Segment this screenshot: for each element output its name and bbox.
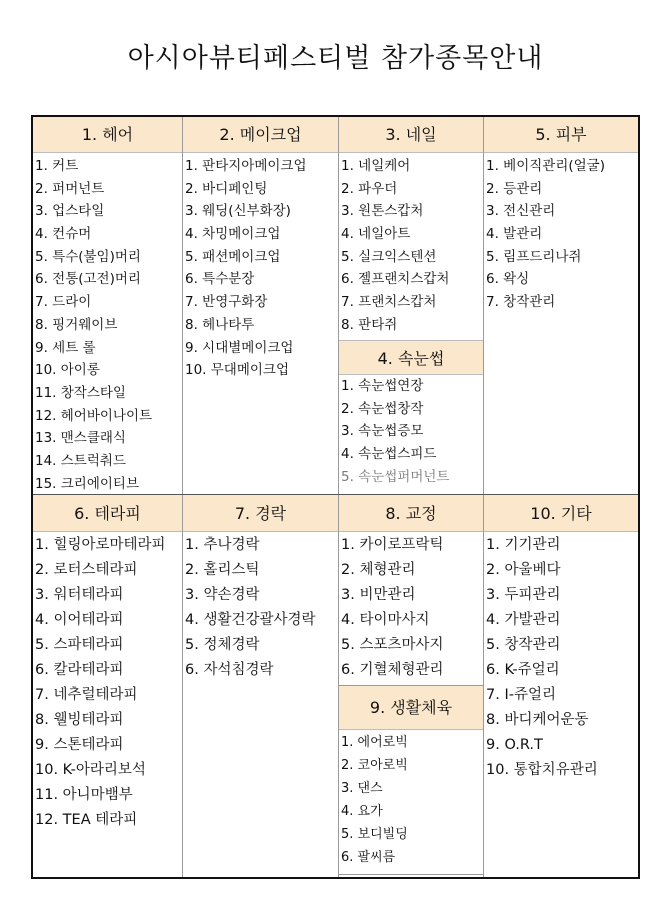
list-item: 1. 베이직관리(얼굴) [486,158,605,174]
list-nail [339,155,483,337]
list-item: 7. 네추럴테라피 [35,687,138,703]
list-item: 6. 특수분장 [185,271,255,288]
list-meridian [183,533,338,683]
list-item: 7. 반영구화장 [185,294,268,311]
category-header-meridian: 7. 경락 [183,495,338,532]
list-item: 6. 기혈체형관리 [341,662,444,678]
list-item: 4. 요가 [341,804,383,819]
category-header-makeup: 2. 메이크업 [183,117,338,153]
list-item: 15. 크리에이티브 [35,475,140,492]
list-item: 4. 가발관리 [486,612,561,628]
list-item: 2. 체형관리 [341,562,416,578]
category-header-skin: 5. 피부 [484,117,638,153]
list-item: 5. 창작관리 [486,637,561,653]
list-item: 8. 웰빙테라피 [35,712,124,728]
list-item: 3. 원톤스캅처 [341,203,424,220]
list-item: 9. 스톤테라피 [35,737,124,753]
list-item: 6. 칼라테라피 [35,662,124,678]
list-item: 2. 퍼머넌트 [35,180,105,197]
list-item: 7. 프랜치스캅처 [341,294,437,311]
list-item: 6. 팔씨름 [341,850,396,865]
category-header-etc: 10. 기타 [484,495,638,532]
category-header-eyelash: 4. 속눈썹 [339,340,483,375]
list-item: 2. 홀리스틱 [185,562,260,578]
list-therapy [33,533,182,833]
list-item: 3. 약손경락 [185,587,260,603]
list-item: 3. 업스타일 [35,203,105,220]
list-item: 6. 자석침경락 [185,662,274,678]
list-item: 4. 차밍메이크업 [185,226,281,243]
list-correction [339,533,483,683]
list-item: 5. 정체경락 [185,637,260,653]
list-item: 5. 패션메이크업 [185,248,281,265]
list-item: 4. 생활건강괄사경락 [185,612,316,628]
list-item: 2. 아울베다 [486,562,561,578]
list-item: 9. O.R.T [486,737,543,753]
list-item: 2. 바디페인팅 [185,180,268,197]
list-item: 9. 시대별메이크업 [185,339,294,356]
list-item: 1. 커트 [35,158,79,174]
list-item: 5. 속눈썹퍼머넌트 [341,468,450,485]
list-item: 10. 통합치유관리 [486,762,598,778]
list-item: 8. 핑거웨이브 [35,316,118,333]
page-title: 아시아뷰티페스티벌 참가종목안내 [127,43,544,74]
list-item: 2. 속눈썹창작 [341,400,424,417]
list-etc [484,533,638,783]
list-item: 3. 댄스 [341,781,383,796]
list-item: 3. 속눈썹증모 [341,423,424,440]
list-item: 5. 특수(불임)머리 [35,248,141,265]
list-item: 11. 창작스타일 [35,384,126,401]
program-table [31,115,640,879]
list-makeup [183,155,338,382]
list-item: 1. 네일케어 [341,158,411,174]
list-item: 14. 스트럭춰드 [35,452,126,469]
list-item: 5. 림프드리나쥐 [486,248,582,265]
list-item: 7. 드라이 [35,294,92,311]
list-item: 1. 판타지아메이크업 [185,158,307,174]
list-item: 5. 실크익스텐션 [341,248,437,265]
list-item: 4. 컨슈머 [35,226,92,243]
list-item: 1. 카이로프락틱 [341,537,444,553]
list-item: 4. 타이마사지 [341,612,430,628]
list-eyelash [339,375,483,488]
list-item: 4. 속눈썹스피드 [341,446,437,463]
list-item: 3. 워터테라피 [35,587,124,603]
list-fitness [339,731,483,869]
list-item: 4. 이어테라피 [35,612,124,628]
list-item: 8. 바디케어운동 [486,712,589,728]
list-item: 5. 스포츠마사지 [341,637,444,653]
category-header-fitness: 9. 생활체육 [339,686,483,730]
list-item: 1. 기기관리 [486,537,561,553]
list-item: 2. 파우더 [341,180,398,197]
list-item: 7. I-쥬얼리 [486,687,556,703]
list-item: 6. 젤프랜치스캅처 [341,271,450,288]
list-item: 8. 판타쥐 [341,316,398,333]
list-hair [33,155,182,495]
list-item: 3. 웨딩(신부화장) [185,203,291,220]
list-item: 12. 헤어바이나이트 [35,407,153,424]
list-item: 2. 로터스테라피 [35,562,138,578]
list-item: 1. 속눈썹연장 [341,378,424,394]
list-item: 4. 네일아트 [341,226,411,243]
list-item: 6. 전통(고전)머리 [35,271,141,288]
category-header-hair: 1. 헤어 [33,117,182,153]
list-item: 6. 왁싱 [486,271,530,288]
list-item: 7. 창작관리 [486,294,556,311]
list-item: 3. 두피관리 [486,587,561,603]
list-item: 2. 등관리 [486,180,543,197]
category-header-nail: 3. 네일 [339,117,483,153]
list-item: 3. 전신관리 [486,203,556,220]
list-item: 3. 비만관리 [341,587,416,603]
list-item: 13. 맨스클래식 [35,430,126,447]
cell-divider [338,874,483,875]
list-item: 5. 스파테라피 [35,637,124,653]
list-skin [484,155,638,314]
list-item: 9. 세트 롤 [35,339,96,356]
list-item: 10. K-아라리보석 [35,762,146,778]
list-item: 8. 헤나타투 [185,316,255,333]
list-item: 6. K-쥬얼리 [486,662,560,678]
list-item: 11. 아니마뱀부 [35,787,133,803]
list-item: 4. 발관리 [486,226,543,243]
list-item: 12. TEA 테라피 [35,812,138,828]
list-item: 2. 코아로빅 [341,758,408,773]
list-item: 10. 아이롱 [35,362,100,379]
list-item: 1. 에어로빅 [341,735,408,750]
list-item: 10. 무대메이크업 [185,362,290,379]
category-header-therapy: 6. 테라피 [33,495,182,532]
list-item: 1. 추나경락 [185,537,260,553]
list-item: 1. 힐링아로마테라피 [35,537,166,553]
list-item: 5. 보디빌딩 [341,827,408,842]
category-header-correction: 8. 교정 [339,495,483,532]
